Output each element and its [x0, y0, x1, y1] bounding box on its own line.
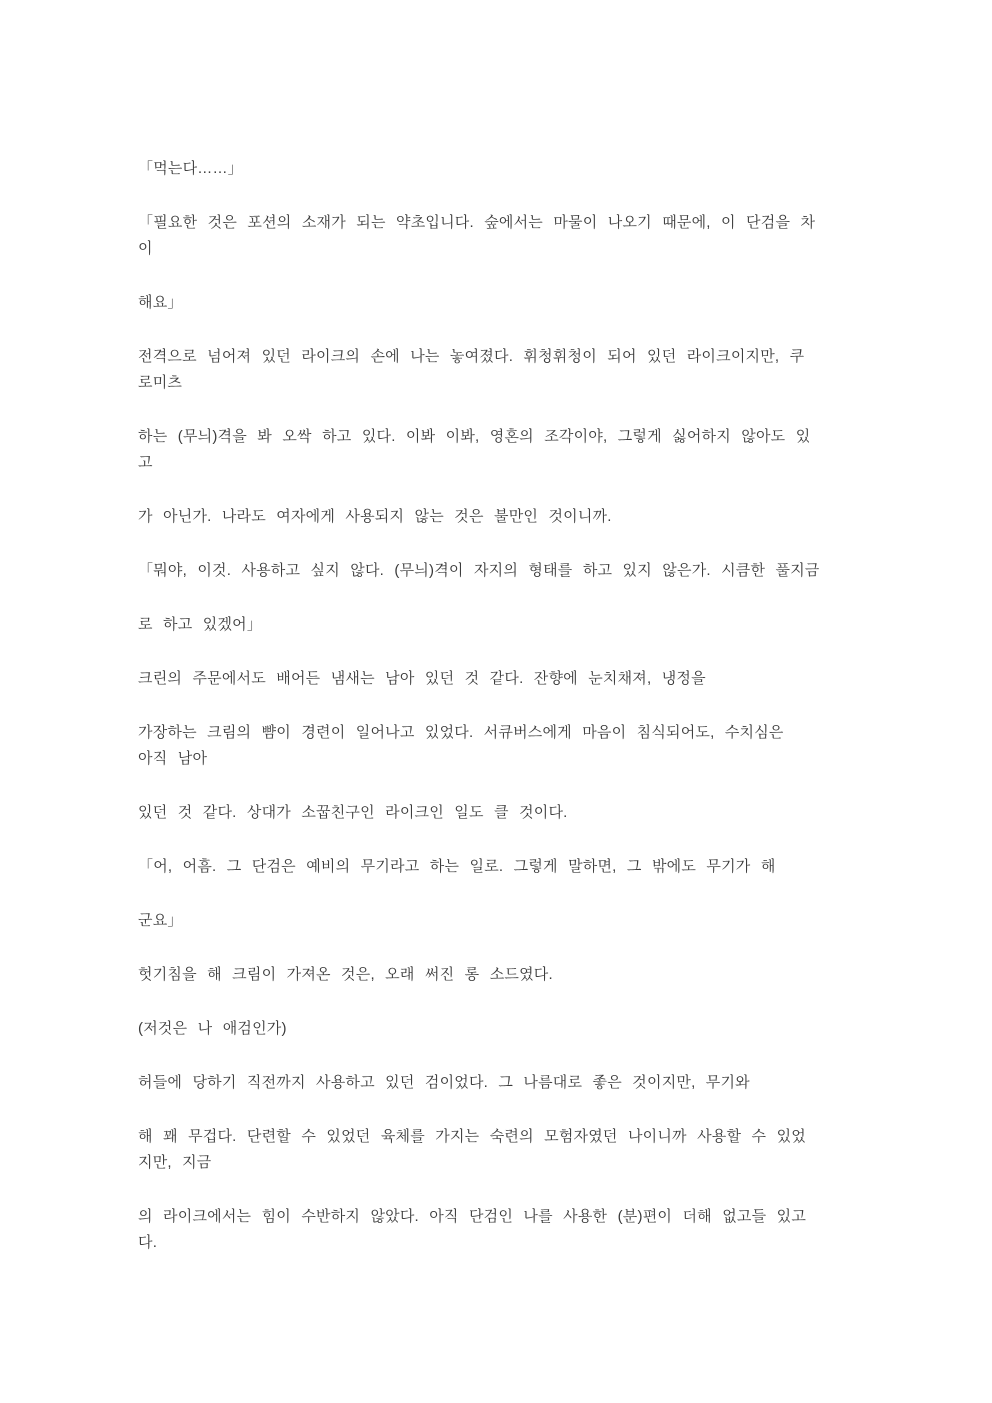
paragraph-9 — [138, 666, 866, 692]
text-line: 이 — [138, 240, 153, 257]
paragraph-10 — [138, 720, 866, 772]
text-line: 허들에 당하기 직전까지 사용하고 있던 검이었다. 그 나름대로 좋은 것이지만, 무기와 — [138, 1074, 750, 1091]
paragraph-18 — [138, 1204, 866, 1256]
text-line: 있던 것 같다. 상대가 소꿉친구인 라이크인 일도 클 것이다. — [138, 804, 568, 821]
text-line: 전격으로 넘어져 있던 라이크의 손에 나는 놓여졌다. 휘청휘청이 되어 있던 라이크이지만, 쿠 — [138, 348, 805, 365]
text-line: 「필요한 것은 포션의 소재가 되는 약초입니다. 숲에서는 마물이 나오기 때문에, 이 단검을 차 — [138, 214, 816, 231]
paragraph-14 — [138, 962, 866, 988]
text-line: 가장하는 크림의 뺨이 경련이 일어나고 있었다. 서큐버스에게 마음이 침식되어도, 수치심은 — [138, 724, 784, 741]
paragraph-8 — [138, 612, 866, 638]
text-line: 크린의 주문에서도 배어든 냄새는 남아 있던 것 같다. 잔향에 눈치채져, 냉정을 — [138, 670, 706, 687]
text-line: 「먹는다……」 — [138, 160, 243, 177]
paragraph-7 — [138, 558, 866, 584]
text-line: 고 — [138, 454, 153, 471]
text-line: 지만, 지금 — [138, 1154, 212, 1171]
text-line: 하는 (무늬)격을 봐 오싹 하고 있다. 이봐 이봐, 영혼의 조각이야, 그렇게 싫어하지 않아도 있 — [138, 428, 811, 445]
paragraph-12 — [138, 854, 866, 880]
paragraph-2 — [138, 210, 866, 262]
paragraph-16 — [138, 1070, 866, 1096]
paragraph-4 — [138, 344, 866, 396]
text-line: 「뭐야, 이것. 사용하고 싶지 않다. (무늬)격이 자지의 형태를 하고 있지 않은가. 시큼한 풀지금 — [138, 562, 820, 579]
paragraph-17 — [138, 1124, 866, 1176]
paragraph-13 — [138, 908, 866, 934]
text-line: 의 라이크에서는 힘이 수반하지 않았다. 아직 단검인 나를 사용한 (분)편이 더해 없고들 있고 — [138, 1208, 807, 1225]
paragraph-5 — [138, 424, 866, 476]
paragraph-15 — [138, 1016, 866, 1042]
paragraph-1 — [138, 156, 866, 182]
text-line: 아직 남아 — [138, 750, 208, 767]
text-line: 「어, 어흠. 그 단검은 예비의 무기라고 하는 일로. 그렇게 말하면, 그 밖에도 무기가 해 — [138, 858, 776, 875]
text-line: 가 아닌가. 나라도 여자에게 사용되지 않는 것은 불만인 것이니까. — [138, 508, 612, 525]
text-line: 다. — [138, 1234, 158, 1251]
text-line: 로 하고 있겠어」 — [138, 616, 263, 633]
paragraph-11 — [138, 800, 866, 826]
text-line: (저것은 나 애검인가) — [138, 1020, 287, 1037]
text-line: 해 꽤 무겁다. 단련할 수 있었던 육체를 가지는 숙련의 모험자였던 나이니까 사용할 수 있었 — [138, 1128, 806, 1145]
paragraph-3 — [138, 290, 866, 316]
text-line: 로미츠 — [138, 374, 183, 391]
paragraph-6 — [138, 504, 866, 530]
text-line: 해요」 — [138, 294, 183, 311]
text-line: 군요」 — [138, 912, 183, 929]
text-line: 헛기침을 해 크림이 가져온 것은, 오래 써진 롱 소드였다. — [138, 966, 553, 983]
